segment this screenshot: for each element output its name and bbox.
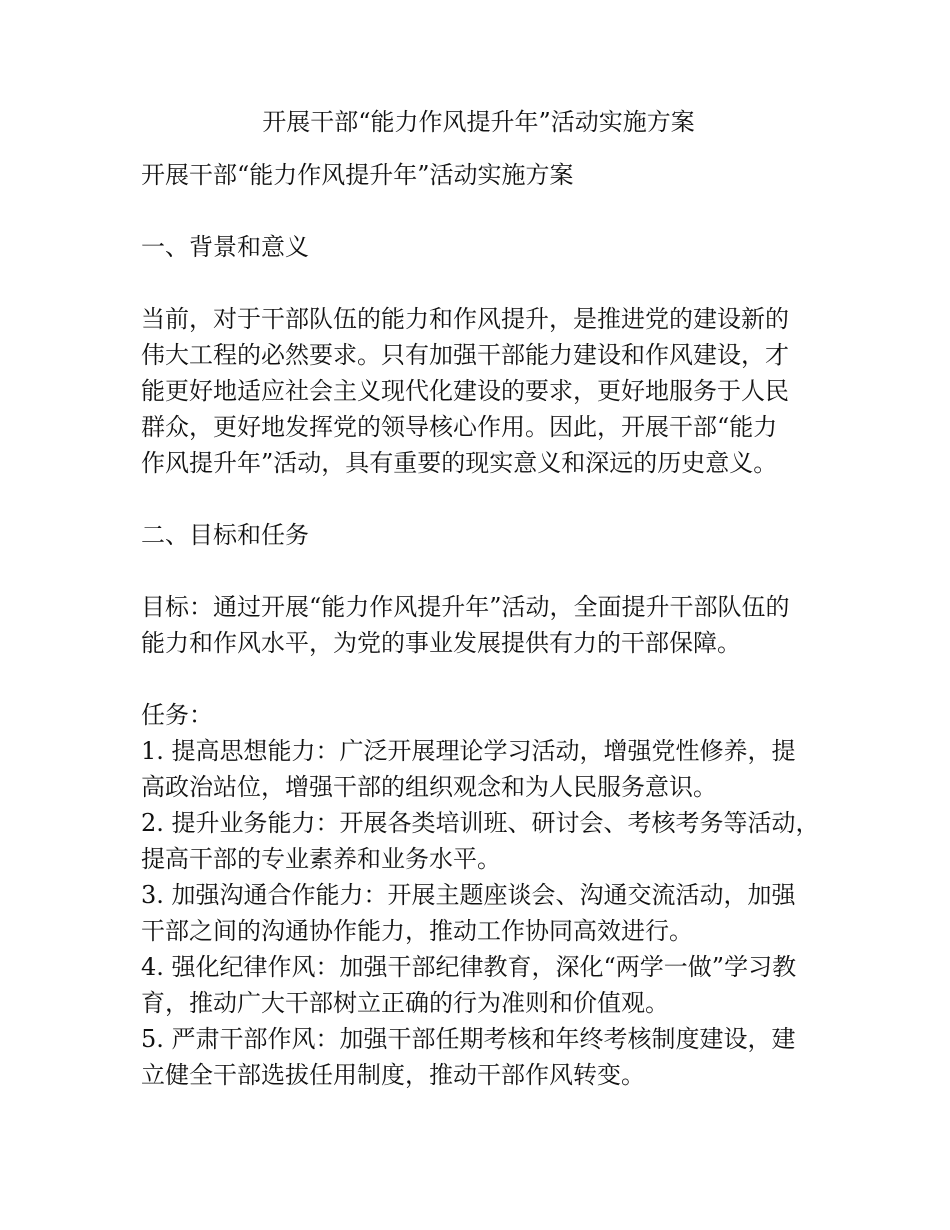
goal-paragraph bbox=[141, 589, 816, 661]
paragraph-line: 伟大工程的必然要求。只有加强干部能力建设和作风建设，才 bbox=[141, 341, 789, 369]
task-list bbox=[141, 733, 820, 1093]
task-line: 高政治站位，增强干部的组织观念和为人民服务意识。 bbox=[141, 773, 717, 801]
task-line: 提高干部的专业素养和业务水平。 bbox=[141, 845, 501, 873]
task-line: 干部之间的沟通协作能力，推动工作协同高效进行。 bbox=[141, 917, 693, 945]
blank-line bbox=[141, 553, 816, 589]
blank-line bbox=[141, 661, 816, 697]
document-title: 开展干部“能力作风提升年”活动实施方案 bbox=[262, 108, 695, 136]
section-heading-background: 一、背景和意义 bbox=[141, 233, 309, 261]
task-line: 1. 提高思想能力：广泛开展理论学习活动，增强党性修养，提 bbox=[141, 737, 796, 765]
task-line: 立健全干部选拔任用制度，推动干部作风转变。 bbox=[141, 1061, 645, 1089]
background-paragraph bbox=[141, 301, 816, 481]
document-body bbox=[141, 104, 820, 1093]
paragraph-line: 能力和作风水平，为党的事业发展提供有力的干部保障。 bbox=[141, 629, 741, 657]
paragraph-line: 能更好地适应社会主义现代化建设的要求，更好地服务于人民 bbox=[141, 377, 789, 405]
paragraph-line: 当前，对于干部队伍的能力和作风提升，是推进党的建设新的 bbox=[141, 305, 789, 333]
blank-line bbox=[141, 265, 816, 301]
section-heading-goals: 二、目标和任务 bbox=[141, 521, 309, 549]
task-line: 5. 严肃干部作风：加强干部任期考核和年终考核制度建设，建 bbox=[141, 1025, 796, 1053]
tasks-label: 任务： bbox=[141, 701, 213, 729]
blank-line bbox=[141, 193, 816, 229]
paragraph-line: 作风提升年”活动，具有重要的现实意义和深远的历史意义。 bbox=[141, 449, 778, 477]
task-line: 3. 加强沟通合作能力：开展主题座谈会、沟通交流活动，加强 bbox=[141, 881, 796, 909]
document-subtitle: 开展干部“能力作风提升年”活动实施方案 bbox=[141, 161, 574, 189]
task-line: 4. 强化纪律作风：加强干部纪律教育，深化“两学一做”学习教 bbox=[141, 953, 797, 981]
task-line: 育，推动广大干部树立正确的行为准则和价值观。 bbox=[141, 989, 669, 1017]
blank-line bbox=[141, 481, 816, 517]
paragraph-line: 群众，更好地发挥党的领导核心作用。因此，开展干部“能力 bbox=[141, 413, 778, 441]
paragraph-line: 目标：通过开展“能力作风提升年”活动，全面提升干部队伍的 bbox=[141, 593, 790, 621]
task-line: 2. 提升业务能力：开展各类培训班、研讨会、考核考务等活动， bbox=[141, 809, 820, 837]
